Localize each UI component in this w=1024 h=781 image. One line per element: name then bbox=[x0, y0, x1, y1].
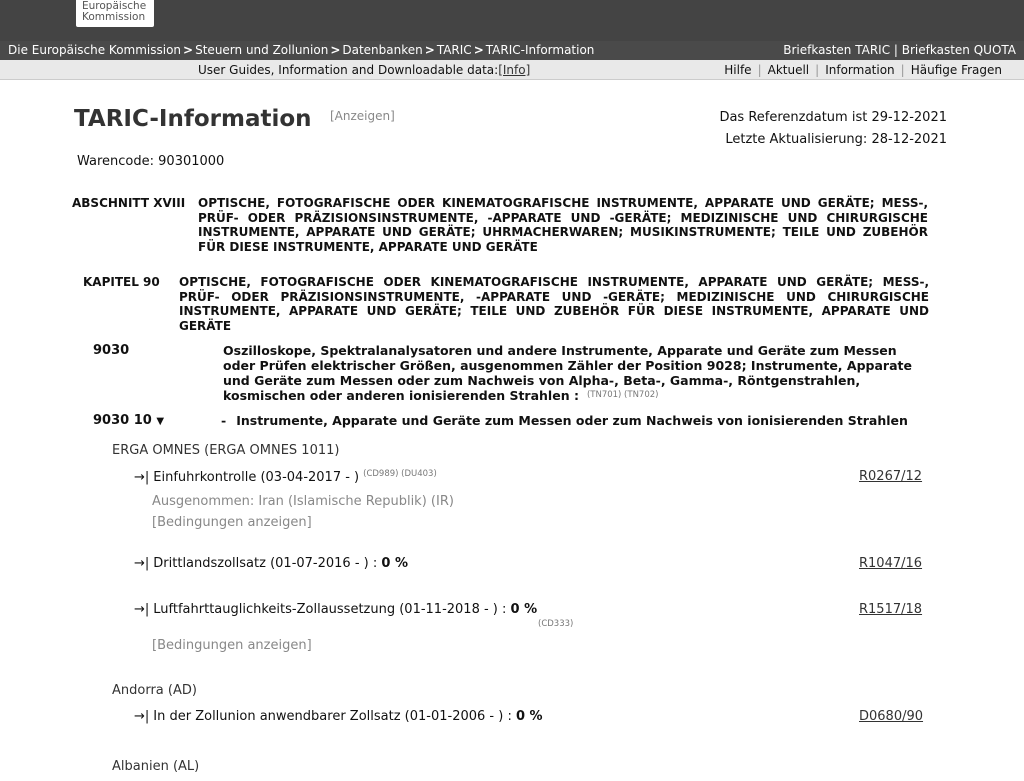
section-description: OPTISCHE, FOTOGRAFISCHE ODER KINEMATOGRAFISCHE INSTRUMENTE, APPARATE UND GERÄTE; MESS-, PRÜF- ODER PRÄZISIONSINSTRUMENTE, -APPARATE UND -GERÄTE; MEDIZINISCHE UND CHIRURGISCHE INSTRUMENTE, APPARATE UND GERÄTE; UHRMACHERWAREN; MUSIKINSTRUMENTE; TEILE UND ZUBEHÖR FÜR DIESE INSTRUMENTE, APPARATE UND GERÄTE bbox=[198, 196, 928, 254]
duty-rate: 0 % bbox=[381, 556, 408, 571]
ec-logo[interactable] bbox=[76, 0, 154, 27]
logo-line-1: Europäische bbox=[82, 0, 147, 12]
show-conditions-link[interactable]: [Bedingungen anzeigen] bbox=[152, 515, 312, 530]
breadcrumb-item-commission[interactable]: Die Europäische Kommission bbox=[8, 43, 182, 57]
chevron-right-icon: > bbox=[183, 43, 194, 57]
faq-link[interactable]: Häufige Fragen bbox=[910, 63, 1002, 77]
news-link[interactable]: Aktuell bbox=[767, 63, 810, 77]
measure-import-control bbox=[134, 469, 437, 485]
logo-line-2: Kommission bbox=[82, 11, 146, 23]
regulation-link[interactable]: D0680/90 bbox=[859, 709, 924, 724]
measure-airworthiness-suspension bbox=[134, 602, 537, 617]
excluded-countries: Ausgenommen: Iran (Islamische Republik) (IR) bbox=[152, 494, 454, 509]
help-link[interactable]: Hilfe bbox=[724, 63, 752, 77]
subheading-text: Instrumente, Apparate und Geräte zum Messen oder zum Nachweis von ionisierenden Strahlen bbox=[236, 413, 908, 428]
page-title: TARIC-Information bbox=[74, 106, 312, 132]
show-conditions-link[interactable]: [Bedingungen anzeigen] bbox=[152, 638, 312, 653]
duty-rate: 0 % bbox=[515, 709, 543, 724]
last-update: Letzte Aktualisierung: 28-12-2021 bbox=[725, 132, 947, 147]
chevron-right-icon: > bbox=[330, 43, 341, 57]
chevron-right-icon: > bbox=[424, 43, 435, 57]
breadcrumb-item-taric-information: TARIC-Information bbox=[485, 43, 595, 57]
secondary-nav bbox=[0, 60, 1024, 80]
breadcrumb-item-taric[interactable]: TARIC bbox=[436, 43, 472, 57]
heading-description bbox=[223, 343, 918, 403]
top-banner bbox=[0, 0, 1024, 41]
region-andorra: Andorra (AD) bbox=[112, 683, 197, 698]
information-link[interactable]: Information bbox=[825, 63, 895, 77]
subheading-code[interactable] bbox=[93, 413, 164, 428]
footnote-refs[interactable]: (CD989) (DU403) bbox=[363, 469, 437, 479]
heading-text: Oszilloskope, Spektralanalysatoren und andere Instrumente, Apparate und Geräte zum Messen oder Prüfen elektrischer Größen, ausgenommen Zähler der Position 9028; Instrumente, Apparate und Geräte zum Messen oder zum Nachweis von Alpha-, Beta-, Gamma-, Röntgenstrahlen, kosmischen oder anderen ionisierenden Strahlen : bbox=[223, 343, 912, 403]
breadcrumb-item-databases[interactable]: Datenbanken bbox=[342, 43, 423, 57]
goods-code: Warencode: 90301000 bbox=[77, 154, 225, 169]
divider: | bbox=[815, 63, 820, 77]
breadcrumb-bar bbox=[0, 41, 1024, 60]
arrow-to-bar-icon: →| bbox=[134, 470, 150, 485]
mailbox-links[interactable]: Briefkasten TARIC | Briefkasten QUOTA bbox=[783, 43, 1016, 57]
heading-code: 9030 bbox=[93, 343, 130, 358]
quick-links bbox=[718, 60, 1008, 80]
duty-rate: 0 % bbox=[510, 602, 538, 617]
user-guides-text: User Guides, Information and Downloadable data: bbox=[198, 63, 499, 77]
arrow-to-bar-icon: →| bbox=[134, 602, 150, 617]
region-albania: Albanien (AL) bbox=[112, 759, 200, 774]
chapter-label: KAPITEL 90 bbox=[83, 275, 160, 289]
regulation-link[interactable]: R1047/16 bbox=[859, 556, 923, 571]
breadcrumb bbox=[8, 41, 594, 60]
indent-dash: - bbox=[221, 413, 227, 428]
measure-third-country-duty bbox=[134, 556, 408, 571]
section-label: ABSCHNITT XVIII bbox=[72, 196, 186, 210]
info-link[interactable]: [Info] bbox=[498, 63, 531, 77]
divider: | bbox=[900, 63, 905, 77]
chevron-right-icon: > bbox=[473, 43, 484, 57]
arrow-to-bar-icon: →| bbox=[134, 556, 150, 571]
subheading-description bbox=[221, 413, 908, 428]
measure-text: Einfuhrkontrolle (03-04-2017 - ) bbox=[153, 470, 360, 485]
reference-date: Das Referenzdatum ist 29-12-2021 bbox=[719, 110, 947, 125]
footnote-refs[interactable]: (CD333) bbox=[538, 619, 574, 629]
arrow-to-bar-icon: →| bbox=[134, 709, 150, 724]
measure-customs-union-duty bbox=[134, 709, 543, 724]
divider: | bbox=[757, 63, 762, 77]
footnote-refs[interactable]: (TN701) (TN702) bbox=[586, 390, 659, 400]
reference-info bbox=[719, 107, 947, 151]
regulation-link[interactable]: R0267/12 bbox=[859, 469, 923, 484]
show-link[interactable]: [Anzeigen] bbox=[330, 109, 395, 123]
chapter-description: OPTISCHE, FOTOGRAFISCHE ODER KINEMATOGRAFISCHE INSTRUMENTE, APPARATE UND GERÄTE; MESS-, PRÜF- ODER PRÄZISIONSINSTRUMENTE, -APPARATE UND -GERÄTE; MEDIZINISCHE UND CHIRURGISCHE INSTRUMENTE, APPARATE UND GERÄTE; TEILE UND ZUBEHÖR FÜR DIESE INSTRUMENTE, APPARATE UND GERÄTE bbox=[179, 275, 929, 333]
region-erga-omnes: ERGA OMNES (ERGA OMNES 1011) bbox=[112, 443, 340, 458]
regulation-link[interactable]: R1517/18 bbox=[859, 602, 923, 617]
user-guides bbox=[198, 60, 530, 80]
caret-down-icon[interactable]: ▼ bbox=[156, 416, 165, 427]
breadcrumb-item-taxation[interactable]: Steuern und Zollunion bbox=[195, 43, 329, 57]
measure-text: Luftfahrttauglichkeits-Zollaussetzung (01-11-2018 - ) : bbox=[153, 602, 511, 617]
subheading-code-text: 9030 10 bbox=[93, 413, 152, 428]
measure-text: In der Zollunion anwendbarer Zollsatz (01-01-2006 - ) : bbox=[153, 709, 516, 724]
measure-text: Drittlandszollsatz (01-07-2016 - ) : bbox=[153, 556, 382, 571]
